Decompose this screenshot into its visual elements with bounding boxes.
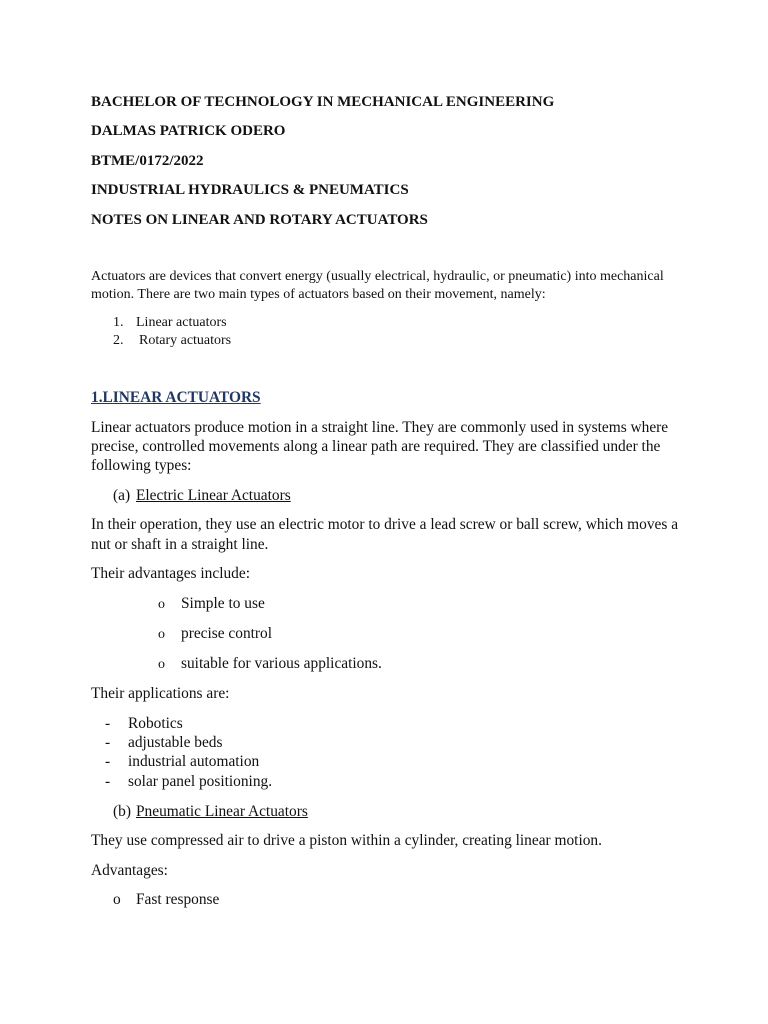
linear-para-line-3: following types: (91, 457, 192, 474)
list-item: solar panel positioning. (128, 773, 273, 790)
subsection-title-electric: Electric Linear Actuators (136, 487, 291, 504)
bullet-dash: - (105, 773, 111, 790)
list-item: adjustable beds (128, 734, 223, 751)
list-item: industrial automation (128, 753, 260, 770)
degree-title: BACHELOR OF TECHNOLOGY IN MECHANICAL ENGINEERING (91, 94, 555, 110)
pneumatic-advantages-label: Advantages: (91, 862, 168, 879)
subsection-title-pneumatic: Pneumatic Linear Actuators (136, 803, 308, 820)
bullet-o: o (158, 657, 165, 672)
bullet-dash: - (105, 715, 111, 732)
list-item: suitable for various applications. (181, 655, 382, 672)
student-name: DALMAS PATRICK ODERO (91, 123, 286, 139)
intro-list-number: 1. (113, 315, 124, 330)
electric-op-line-2: nut or shaft in a straight line. (91, 536, 269, 553)
electric-applications-label: Their applications are: (91, 685, 230, 702)
list-item: Fast response (136, 891, 220, 908)
intro-line-1: Actuators are devices that convert energy (usually electrical, hydraulic, or pneumatic) into mechanical (91, 269, 664, 284)
intro-list-number: 2. (113, 333, 124, 348)
electric-advantages-label: Their advantages include: (91, 565, 250, 582)
subsection-marker-b: (b) (113, 803, 131, 820)
bullet-o: o (113, 891, 121, 908)
list-item: precise control (181, 625, 273, 642)
intro-list-item-linear: Linear actuators (136, 315, 227, 330)
list-item: Robotics (128, 715, 183, 732)
list-item: Simple to use (181, 595, 265, 612)
notes-title: NOTES ON LINEAR AND ROTARY ACTUATORS (91, 212, 428, 228)
electric-op-line-1: In their operation, they use an electric motor to drive a lead screw or ball screw, which moves a (91, 516, 679, 533)
intro-list-item-rotary: Rotary actuators (139, 333, 232, 348)
course-title: INDUSTRIAL HYDRAULICS & PNEUMATICS (91, 182, 409, 198)
pneumatic-op-line: They use compressed air to drive a piston within a cylinder, creating linear motion. (91, 832, 602, 849)
bullet-o: o (158, 627, 165, 642)
linear-para-line-1: Linear actuators produce motion in a straight line. They are commonly used in systems where (91, 419, 669, 436)
registration-number: BTME/0172/2022 (91, 153, 204, 169)
section-heading-linear-actuators: 1.LINEAR ACTUATORS (91, 389, 261, 406)
linear-para-line-2: precise, controlled movements along a linear path are required. They are classified under the (91, 438, 661, 455)
subsection-marker-a: (a) (113, 487, 131, 504)
bullet-o: o (158, 597, 165, 612)
bullet-dash: - (105, 753, 111, 770)
bullet-dash: - (105, 734, 111, 751)
intro-line-2: motion. There are two main types of actuators based on their movement, namely: (91, 287, 546, 302)
